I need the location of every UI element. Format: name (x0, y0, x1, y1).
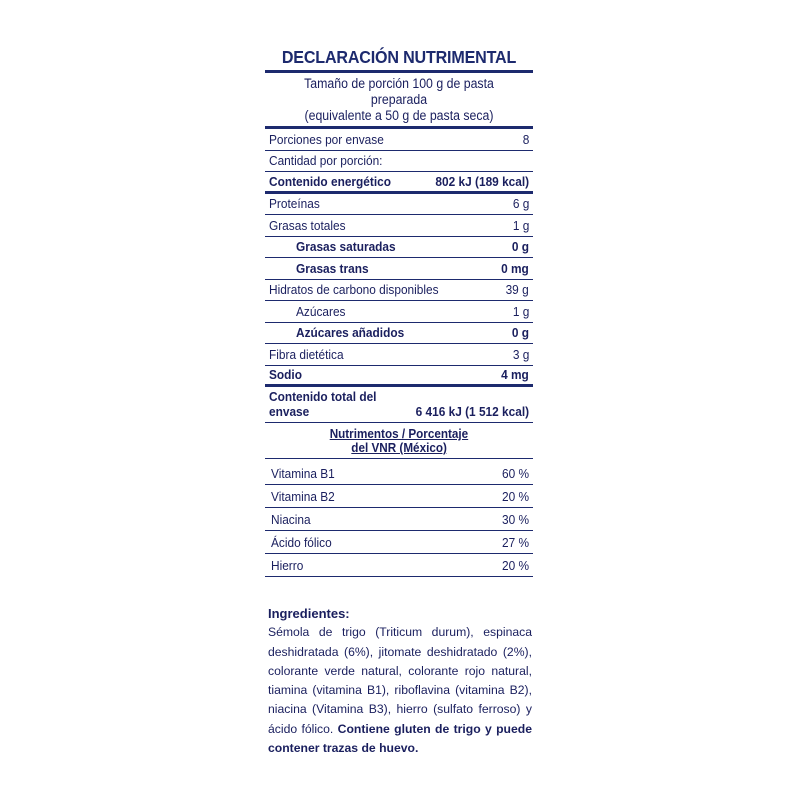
row-label: Porciones por envase (269, 131, 384, 147)
row-carbohydrates (265, 280, 533, 302)
row-servings-per-container (265, 129, 533, 151)
row-added-sugars (265, 323, 533, 345)
row-label: Fibra dietética (269, 346, 344, 362)
row-energy (265, 172, 533, 194)
ingredients-block (268, 604, 532, 758)
row-value: 0 mg (501, 260, 529, 276)
row-protein (265, 194, 533, 216)
allergen-warning: Contiene gluten de trigo y puede contener trazas de huevo. (268, 721, 533, 756)
vnr-label: Hierro (271, 557, 304, 573)
serving-line-1: Tamaño de porción 100 g de pasta preparada (304, 76, 494, 107)
row-value: 0 g (511, 239, 529, 255)
row-label: Sodio (269, 367, 302, 383)
row-value: 0 g (511, 325, 529, 341)
vnr-heading-line-1: Nutrimentos / Porcentaje (329, 426, 469, 441)
row-value: 1 g (512, 217, 529, 233)
row-value: 802 kJ (189 kcal) (435, 173, 529, 189)
vnr-label: Niacina (271, 511, 311, 527)
row-amount-per-serving (265, 151, 533, 173)
row-saturated-fat (265, 237, 533, 259)
vnr-label: Vitamina B1 (271, 465, 335, 481)
row-value: 1 g (512, 303, 529, 319)
total-label: Contenido total del envase (269, 389, 377, 419)
row-trans-fat (265, 258, 533, 280)
row-sodium (265, 366, 533, 388)
row-label: Proteínas (269, 196, 320, 212)
ingredients-list: Sémola de trigo (Triticum durum), espinaca deshidratada (6%), jitomate deshidratado (2%), colorante verde natural, colorante rojo natural, tiamina (vitamina B1), riboflavina (vitamina B2), niacina (Vitamina B3), hierro (sulfato ferroso) y ácido fólico. (268, 625, 532, 736)
row-fiber (265, 344, 533, 366)
vnr-list (265, 462, 533, 577)
vnr-value: 30 % (501, 511, 529, 527)
ingredients-text (268, 623, 532, 758)
vnr-value: 27 % (501, 534, 529, 550)
row-value: 3 g (512, 346, 529, 362)
vnr-value: 20 % (501, 557, 529, 573)
row-label: Cantidad por porción: (269, 153, 383, 169)
row-value: 6 g (512, 196, 529, 212)
row-label: Grasas saturadas (296, 239, 396, 255)
row-label: Hidratos de carbono disponibles (269, 282, 439, 298)
row-label: Grasas trans (296, 260, 369, 276)
vnr-row-niacin (265, 508, 533, 531)
ingredients-title: Ingredientes: (268, 606, 350, 621)
vnr-heading-line-2: del VNR (México) (351, 440, 447, 455)
vnr-value: 20 % (501, 488, 529, 504)
vnr-heading (265, 423, 533, 459)
nutrition-facts-panel (265, 44, 533, 577)
vnr-label: Vitamina B2 (271, 488, 335, 504)
serving-line-2: (equivalente a 50 g de pasta seca) (304, 108, 494, 123)
vnr-row-vitamin-b2 (265, 485, 533, 508)
vnr-row-iron (265, 554, 533, 577)
total-value: 6 416 kJ (1 512 kcal) (415, 404, 529, 419)
row-sugars (265, 301, 533, 323)
row-total-fat (265, 215, 533, 237)
serving-size (276, 73, 523, 126)
vnr-row-folic-acid (265, 531, 533, 554)
row-value: 8 (522, 131, 529, 147)
vnr-label: Ácido fólico (271, 534, 332, 550)
vnr-value: 60 % (501, 465, 529, 481)
row-label: Azúcares añadidos (296, 325, 405, 341)
row-total-content (265, 387, 533, 423)
row-label: Contenido energético (269, 173, 391, 189)
row-label: Grasas totales (269, 217, 346, 233)
label-title: DECLARACIÓN NUTRIMENTAL (281, 47, 517, 67)
vnr-row-vitamin-b1 (265, 462, 533, 485)
row-value: 39 g (505, 282, 529, 298)
row-label: Azúcares (296, 303, 346, 319)
row-value: 4 mg (501, 367, 529, 383)
